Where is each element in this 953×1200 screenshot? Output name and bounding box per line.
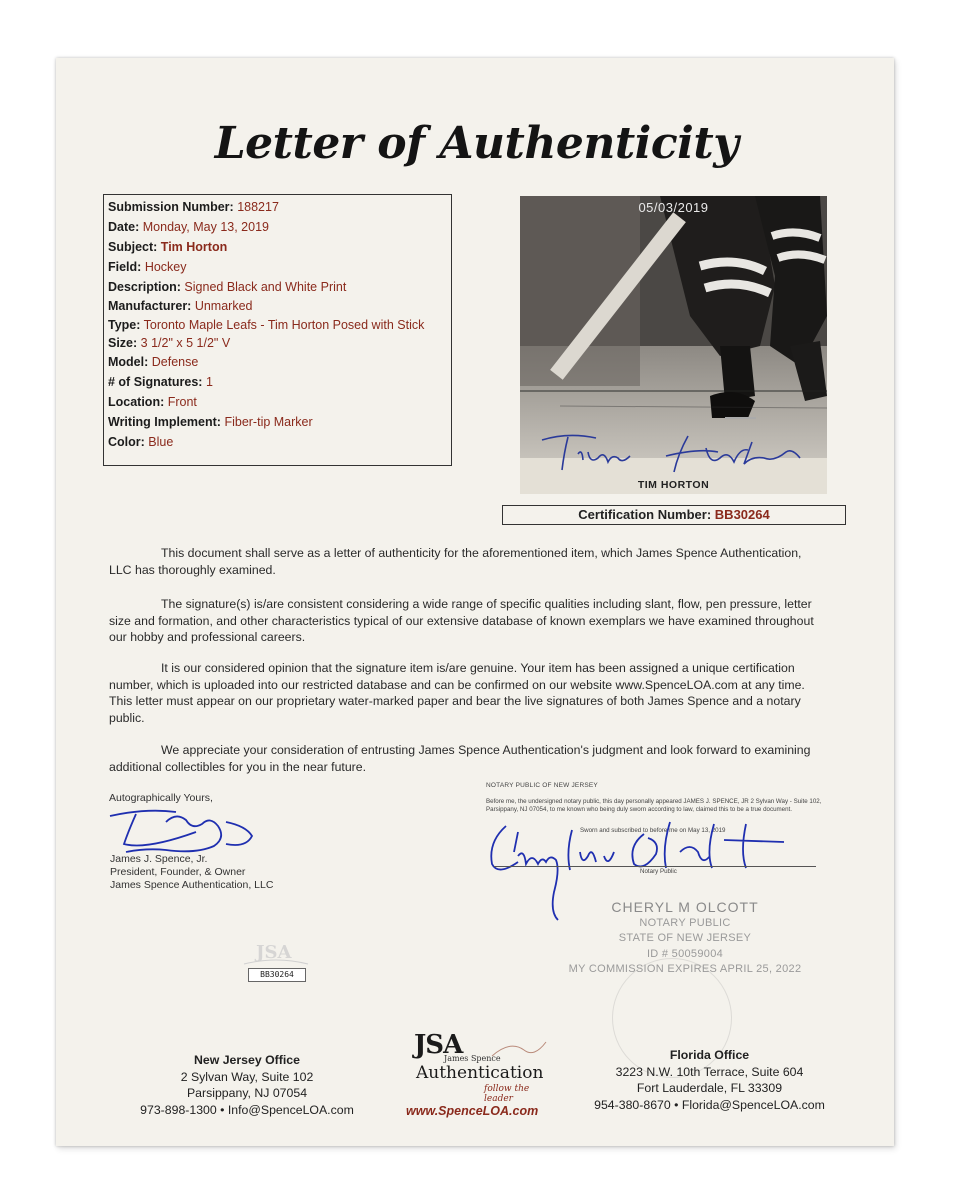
notary-commission: MY COMMISSION EXPIRES APRIL 25, 2022: [568, 963, 802, 975]
logo-signature-flourish: [490, 1036, 550, 1066]
certification-label: Certification Number:: [578, 507, 712, 522]
logo-url[interactable]: www.SpenceLOA.com: [406, 1104, 539, 1118]
signer-name: James J. Spence, Jr.: [110, 853, 208, 865]
detail-size: Size: 3 1/2" x 5 1/2" V: [108, 336, 231, 350]
notary-id: ID # 50059004: [646, 947, 724, 960]
florida-office: [572, 1047, 847, 1113]
certification-number: BB30264: [714, 507, 770, 522]
notary-signature-label: Notary Public: [640, 868, 677, 875]
jsa-logo: [400, 1030, 560, 1125]
notary-header: NOTARY PUBLIC OF NEW JERSEY: [486, 782, 598, 789]
fl-contact: 954-380-8670 • Florida@SpenceLOA.com: [594, 1097, 825, 1112]
closing-text: Autographically Yours,: [109, 792, 213, 804]
photo-caption: TIM HORTON: [637, 479, 710, 491]
detail-submission-number: Submission Number: 188217: [108, 200, 279, 214]
new-jersey-office: [118, 1052, 376, 1118]
nj-address-line1: 2 Sylvan Way, Suite 102: [180, 1069, 314, 1084]
notary-name: CHERYL M OLCOTT: [611, 899, 759, 915]
nj-office-heading: New Jersey Office: [194, 1053, 300, 1067]
photo-signature: [538, 428, 818, 478]
nj-contact: 973-898-1300 • Info@SpenceLOA.com: [140, 1102, 354, 1117]
detail-date: Date: Monday, May 13, 2019: [108, 220, 269, 234]
fl-office-heading: Florida Office: [669, 1048, 750, 1062]
hologram-logo-text: JSA: [256, 942, 292, 963]
body-paragraph-3: It is our considered opinion that the signature item is/are genuine. Your item has been assigned a unique certification number, which is uploaded into our restricted database and can be confirmed on our website www.SpenceLOA.com at any time. This letter must appear on our proprietary water-marked paper and bear the live signatures of both James Spence and a notary public.: [109, 661, 805, 725]
item-details-box: [103, 194, 452, 466]
logo-authentication: Authentication: [416, 1063, 544, 1083]
document-title: Letter of Authenticity: [214, 118, 739, 169]
notary-state: STATE OF NEW JERSEY: [618, 932, 752, 944]
detail-color: Color: Blue: [108, 435, 174, 449]
certification-box: [502, 505, 846, 525]
james-spence-signature: [106, 802, 256, 858]
detail-model: Model: Defense: [108, 355, 199, 369]
fl-address-line2: Fort Lauderdale, FL 33309: [636, 1081, 783, 1095]
body-paragraph-4: We appreciate your consideration of entrusting James Spence Authentication's judgment and look forward to examining additional collectibles for you in the near future.: [109, 743, 811, 774]
james-spence-info: [110, 853, 273, 891]
logo-tagline: follow the leader: [484, 1084, 530, 1104]
body-paragraph-1: This document shall serve as a letter of authenticity for the aforementioned item, which James Spence Authentication, LLC has thoroughly examined.: [109, 546, 802, 577]
signer-company: James Spence Authentication, LLC: [110, 878, 274, 891]
detail-description: Description: Signed Black and White Print: [108, 280, 347, 294]
detail-writing-implement: Writing Implement: Fiber-tip Marker: [108, 415, 313, 429]
hologram-number: BB30264: [248, 968, 306, 982]
detail-num-signatures: # of Signatures: 1: [108, 375, 213, 389]
fl-address-line1: 3223 N.W. 10th Terrace, Suite 604: [615, 1064, 804, 1079]
logo-james-spence: James Spence: [444, 1054, 501, 1063]
photo-date-stamp: 05/03/2019: [638, 200, 709, 215]
notary-signature-line: [494, 866, 816, 867]
detail-manufacturer: Manufacturer: Unmarked: [108, 299, 253, 313]
logo-jsa: JSA: [414, 1030, 463, 1060]
detail-location: Location: Front: [108, 395, 197, 409]
detail-subject: Subject: Tim Horton: [108, 240, 228, 254]
detail-type: Type: Toronto Maple Leafs - Tim Horton Posed with Stick: [108, 318, 425, 332]
signer-role: President, Founder, & Owner: [110, 865, 246, 878]
notary-stamp: [560, 900, 810, 978]
notary-title: NOTARY PUBLIC: [639, 916, 731, 929]
notary-sworn-date: Sworn and subscribed to before me on May 13, 2019: [580, 827, 726, 834]
nj-address-line2: Parsippany, NJ 07054: [186, 1086, 308, 1100]
notary-statement: Before me, the undersigned notary public, this day personally appeared JAMES J. SPENCE, JR 2 Sylvan Way - Suite 102, Parsippany, NJ 07054, to me known who being duly sworn according to law, claimed this to be a true document.: [486, 798, 822, 813]
body-paragraph-2: The signature(s) is/are consistent considering a wide range of specific qualities including slant, flow, pen pressure, letter size and formation, and other characteristics typical of our extensive database of known exemplars we have examined throughout our hobby and professional careers.: [109, 597, 814, 644]
detail-field: Field: Hockey: [108, 260, 187, 274]
